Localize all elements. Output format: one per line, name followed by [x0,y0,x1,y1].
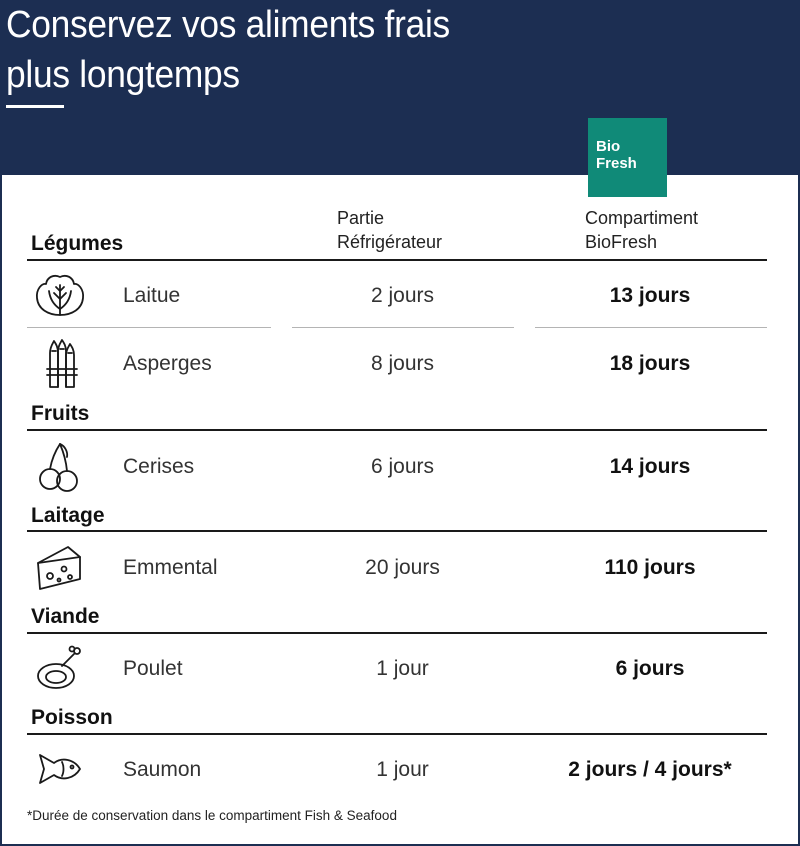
fridge-header-line-2: Réfrigérateur [337,232,443,252]
item-name: Laitue [123,284,181,307]
fridge-header-line-1: Partie [337,208,385,228]
fridge-duration: 6 jours [370,455,435,478]
page-title [6,0,450,100]
row-separator [27,327,271,328]
biofresh-duration: 110 jours [604,556,696,579]
category-divider [27,259,767,261]
biofresh-duration: 18 jours [609,352,691,375]
biofresh-duration: 2 jours / 4 jours* [568,758,732,781]
biofresh-duration: 13 jours [609,284,691,307]
cherries-icon [32,442,88,492]
biofresh-duration: 6 jours [615,657,685,680]
cheese-icon [32,543,88,593]
item-name: Emmental [123,556,218,579]
fridge-column-header [337,206,442,254]
row-separator [292,327,514,328]
header-banner [0,0,800,175]
category-label: Légumes [31,232,124,255]
badge-line-1: Bio [596,138,621,155]
fish-icon [32,745,88,795]
fridge-duration: 1 jour [376,758,429,781]
item-name: Cerises [123,455,195,478]
category-label: Poisson [31,706,113,729]
asparagus-icon [32,339,88,389]
fridge-duration: 20 jours [365,556,440,579]
category-divider [27,632,767,634]
chicken-icon [32,644,88,694]
row-separator [535,327,767,328]
fridge-duration: 8 jours [370,352,435,375]
footnote: *Durée de conservation dans le compartiment Fish & Seafood [27,808,397,823]
biofresh-header-line-2: BioFresh [585,232,658,252]
biofresh-header-line-1: Compartiment [585,208,699,228]
item-name: Poulet [123,657,183,680]
biofresh-column-header [585,206,698,254]
content-card [2,175,798,844]
category-divider [27,530,767,532]
biofresh-badge [588,118,667,197]
category-label: Laitage [31,504,105,527]
category-label: Viande [31,605,100,628]
title-line-1: Conservez vos aliments frais [6,4,450,46]
title-line-2: plus longtemps [6,54,240,96]
badge-line-2: Fresh [596,155,637,172]
category-label: Fruits [31,402,90,425]
fridge-duration: 1 jour [376,657,429,680]
lettuce-icon [32,271,88,321]
item-name: Asperges [123,352,212,375]
title-underline [6,105,64,108]
category-divider [27,733,767,735]
biofresh-duration: 14 jours [609,455,691,478]
item-name: Saumon [123,758,202,781]
fridge-duration: 2 jours [370,284,435,307]
category-divider [27,429,767,431]
